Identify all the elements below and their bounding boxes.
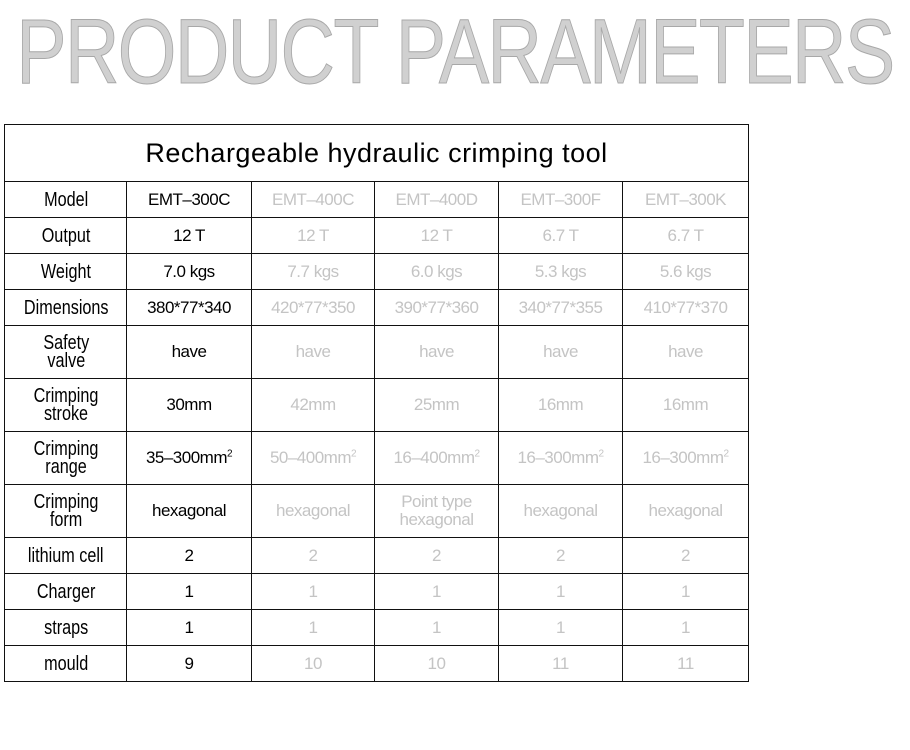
- row-label-text: Model: [43, 188, 88, 211]
- row-label-text: lithium cell: [27, 544, 104, 567]
- value-text: 6.0 kgs: [410, 261, 463, 281]
- value-text: Point type: [401, 491, 472, 511]
- value-cell: [252, 485, 375, 538]
- row-label-text: stroke: [43, 403, 88, 425]
- row-label-text: Safety: [42, 332, 89, 354]
- value-cell: [375, 326, 499, 379]
- value-text: 10: [427, 653, 446, 673]
- row-label-text: valve: [46, 350, 85, 372]
- banner: [0, 0, 894, 105]
- row-label-text: Crimping: [33, 491, 98, 513]
- value-cell: [252, 432, 375, 485]
- table-row: [5, 574, 749, 610]
- value-cell: [499, 218, 623, 254]
- spec-table: [4, 124, 749, 682]
- value-text: 1: [681, 617, 690, 637]
- row-label-text: mould: [43, 652, 88, 675]
- value-text: 2: [556, 545, 565, 565]
- value-text: 12 T: [173, 225, 205, 245]
- table-row: [5, 182, 749, 218]
- value-cell: [375, 574, 499, 610]
- value-cell: [127, 290, 252, 326]
- value-cell: [375, 610, 499, 646]
- table-row: [5, 290, 749, 326]
- table-row: [5, 379, 749, 432]
- row-label: [11, 182, 121, 218]
- value-text: hexagonal: [648, 501, 723, 520]
- value-cell: [623, 610, 749, 646]
- row-label: [11, 574, 121, 610]
- value-cell: [623, 218, 749, 254]
- row-label: [11, 218, 121, 254]
- value-cell: [375, 646, 499, 682]
- superscript: 2: [474, 448, 480, 460]
- row-label-text: Crimping: [33, 385, 98, 407]
- value-cell: [375, 379, 499, 432]
- value-text: $35-300mm^2$: [145, 448, 233, 467]
- value-text: have: [171, 342, 207, 361]
- value-cell: [375, 290, 499, 326]
- value-text: $16-300mm^2$: [642, 448, 729, 467]
- value-cell: [623, 646, 749, 682]
- row-label: [11, 326, 121, 379]
- table-row: [5, 254, 749, 290]
- value-text: 12 T: [297, 225, 329, 245]
- value-cell: [127, 218, 252, 254]
- value-cell: [375, 432, 499, 485]
- value-text: EMT–400D: [395, 189, 478, 209]
- value-cell: [623, 379, 749, 432]
- value-cell: [623, 432, 749, 485]
- row-label: [11, 290, 121, 326]
- value-text: $50-400mm^2$: [269, 448, 357, 467]
- value-cell: [499, 379, 623, 432]
- value-cell: [499, 610, 623, 646]
- value-cell: [252, 646, 375, 682]
- value-text: have: [295, 342, 331, 361]
- table-row: [5, 326, 749, 379]
- value-cell: [623, 574, 749, 610]
- value-cell: [499, 290, 623, 326]
- value-text: have: [543, 342, 578, 361]
- value-cell: [623, 485, 749, 538]
- value-text: hexagonal: [399, 509, 474, 529]
- row-label: [11, 254, 121, 290]
- value-text: 1: [184, 617, 194, 637]
- value-text: 1: [681, 581, 690, 601]
- value-text: 380*77*340: [147, 297, 231, 317]
- value-cell: [499, 485, 623, 538]
- row-label: [11, 538, 121, 574]
- value-text: 1: [432, 581, 441, 601]
- value-text: 42mm: [290, 395, 336, 414]
- value-text: 11: [677, 653, 694, 673]
- table-title: Rechargeable hydraulic crimping tool: [5, 125, 749, 182]
- superscript: 2: [227, 448, 233, 460]
- title-row: [5, 125, 749, 182]
- value-cell: [252, 538, 375, 574]
- value-cell: [623, 326, 749, 379]
- value-text: 5.3 kgs: [534, 261, 587, 281]
- value-cell: [375, 182, 499, 218]
- value-text: 25mm: [413, 395, 460, 414]
- value-text: 10: [304, 653, 322, 673]
- value-cell: [252, 574, 375, 610]
- value-text: 2: [308, 545, 318, 565]
- value-text: $16-300mm^2$: [517, 448, 604, 467]
- table-row: [5, 610, 749, 646]
- value-cell: [127, 326, 252, 379]
- value-cell: [252, 218, 375, 254]
- value-cell: [623, 254, 749, 290]
- value-cell: [252, 290, 375, 326]
- row-label-text: range: [44, 456, 87, 478]
- table-row: [5, 646, 749, 682]
- row-label-text: form: [49, 509, 82, 531]
- value-text: EMT–300F: [520, 189, 601, 209]
- row-label-text: Crimping: [33, 438, 98, 460]
- value-text: 410*77*370: [643, 297, 728, 317]
- row-label: [11, 646, 121, 682]
- row-label: [11, 485, 121, 538]
- value-text: 30mm: [166, 395, 212, 414]
- value-text: 5.6 kgs: [659, 261, 712, 281]
- table-row: [5, 218, 749, 254]
- value-text: EMT–400C: [272, 189, 354, 209]
- value-cell: [499, 646, 623, 682]
- value-text: hexagonal: [276, 501, 350, 520]
- row-label-text: Output: [41, 224, 90, 247]
- value-cell: [127, 485, 252, 538]
- superscript: 2: [598, 448, 604, 460]
- table-row: [5, 538, 749, 574]
- value-cell: [623, 290, 749, 326]
- value-cell: [127, 610, 252, 646]
- value-text: 1: [556, 581, 565, 601]
- row-label-text: straps: [43, 616, 88, 639]
- banner-title: PRODUCT PARAMETERS: [16, 1, 894, 103]
- value-text: 340*77*355: [518, 297, 603, 317]
- row-label-text: Weight: [40, 260, 91, 283]
- row-label-text: Charger: [36, 580, 95, 603]
- value-cell: [252, 182, 375, 218]
- value-cell: [127, 646, 252, 682]
- value-cell: [127, 432, 252, 485]
- value-text: 16mm: [537, 395, 584, 414]
- value-cell: [499, 538, 623, 574]
- value-text: 1: [184, 581, 194, 601]
- value-text: 2: [432, 545, 441, 565]
- value-text: 7.7 kgs: [287, 261, 339, 281]
- value-cell: [375, 254, 499, 290]
- value-text: 420*77*350: [271, 297, 355, 317]
- value-cell: [499, 432, 623, 485]
- value-cell: [375, 485, 499, 538]
- value-text: 2: [681, 545, 690, 565]
- value-text: 1: [308, 581, 318, 601]
- value-cell: [499, 326, 623, 379]
- value-cell: [252, 610, 375, 646]
- value-cell: [375, 538, 499, 574]
- value-text: 6.7 T: [667, 225, 704, 245]
- value-text: 12 T: [420, 225, 453, 245]
- value-text: 1: [432, 617, 441, 637]
- value-text: 11: [552, 653, 569, 673]
- value-cell: [127, 379, 252, 432]
- value-cell: [252, 379, 375, 432]
- value-cell: [127, 574, 252, 610]
- value-text: $16-400mm^2$: [393, 448, 480, 467]
- value-text: 1: [556, 617, 565, 637]
- value-text: have: [668, 342, 703, 361]
- value-cell: [127, 254, 252, 290]
- row-label: [11, 379, 121, 432]
- value-cell: [623, 538, 749, 574]
- value-cell: [375, 218, 499, 254]
- value-cell: [499, 254, 623, 290]
- value-text: 1: [308, 617, 318, 637]
- row-label: [11, 432, 121, 485]
- table-row: [5, 485, 749, 538]
- value-text: 2: [184, 545, 194, 565]
- value-text: 7.0 kgs: [163, 261, 215, 281]
- value-cell: [499, 182, 623, 218]
- value-cell: [127, 182, 252, 218]
- value-text: hexagonal: [152, 501, 226, 520]
- value-cell: [252, 326, 375, 379]
- superscript: 2: [351, 448, 357, 460]
- value-text: EMT–300K: [644, 189, 727, 209]
- table-row: [5, 432, 749, 485]
- row-label-text: Dimensions: [23, 296, 108, 319]
- value-cell: [252, 254, 375, 290]
- value-cell: [127, 538, 252, 574]
- superscript: 2: [723, 448, 729, 460]
- value-cell: [623, 182, 749, 218]
- value-cell: [499, 574, 623, 610]
- value-text: have: [419, 342, 454, 361]
- value-text: EMT–300C: [148, 189, 230, 209]
- value-text: 6.7 T: [542, 225, 579, 245]
- value-text: 16mm: [662, 395, 709, 414]
- row-label: [11, 610, 121, 646]
- value-text: 390*77*360: [394, 297, 479, 317]
- value-text: hexagonal: [523, 501, 598, 520]
- value-text: 9: [184, 653, 194, 673]
